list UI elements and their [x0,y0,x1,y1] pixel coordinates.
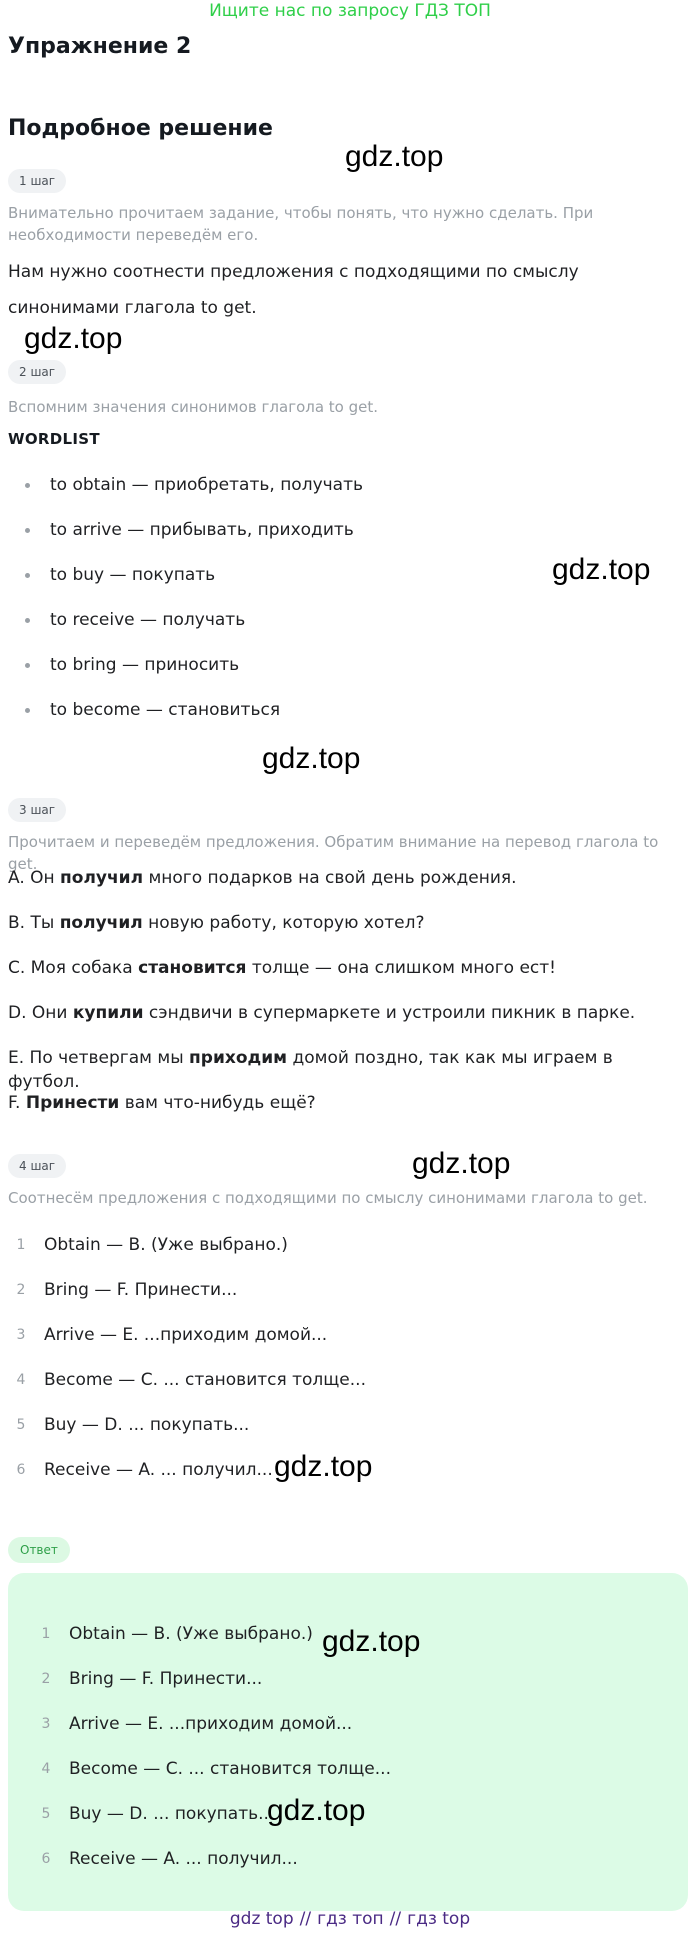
sentence-b: B. Ты получил новую работу, которую хотел? [8,913,425,933]
wordlist-entry: to become — становиться [50,700,281,720]
list-item [8,473,668,518]
step-badge-3: 3 шаг [8,798,66,822]
match-text: Arrive — E. ...приходим домой... [44,1325,328,1345]
step-badge-1: 1 шаг [8,169,66,193]
item-number: 3 [16,1327,26,1343]
highlighted-verb: получил [59,913,143,933]
list-item [8,1278,648,1323]
wordlist-entry: to bring — приносить [50,655,240,675]
list-item [33,1847,673,1892]
highlighted-verb: Принести [25,1093,120,1113]
item-number: 2 [41,1671,51,1687]
step-3-hint: Прочитаем и переведём предложения. Обратим внимание на перевод глагола to get. [8,833,659,873]
wordlist-entry: to arrive — прибывать, приходить [50,520,354,540]
bullet-icon [25,528,30,533]
match-text: Buy — D. ... покупать... [44,1415,250,1435]
watermark: gdz.top [552,553,651,586]
footer-link-1[interactable]: gdz top [229,1909,294,1929]
footer-links [0,1907,700,1931]
item-number: 6 [16,1462,26,1478]
bullet-icon [25,573,30,578]
step-1-hint: Внимательно прочитаем задание, чтобы понять, что нужно сделать. При необходимости переведём его. [8,204,594,244]
sentence-e: E. По четвергам мы приходим домой поздно, так как мы играем в футбол. [8,1048,613,1092]
bullet-icon [25,708,30,713]
item-number: 3 [41,1716,51,1732]
highlighted-verb: приходим [189,1048,288,1068]
highlighted-verb: получил [60,868,144,888]
list-item [33,1667,673,1712]
item-number: 4 [16,1372,26,1388]
watermark: gdz.top [267,1794,366,1827]
wordlist-entry: to receive — получать [50,610,246,630]
item-number: 5 [16,1417,26,1433]
footer-separator: // [299,1909,312,1929]
wordlist [8,473,668,743]
match-text: Obtain — B. (Уже выбрано.) [44,1235,288,1255]
highlighted-verb: купили [72,1003,144,1023]
bullet-icon [25,663,30,668]
step-4-hint: Соотнесём предложения с подходящими по смыслу синонимами глагола to get. [8,1189,648,1207]
footer-separator: // [389,1909,402,1929]
wordlist-title: WORDLIST [8,430,100,448]
list-item [33,1712,673,1757]
item-number: 4 [41,1761,51,1777]
watermark: gdz.top [412,1147,511,1180]
answer-text: Buy — D. ... покупать... [69,1804,275,1824]
answer-text: Receive — A. ... получил... [69,1849,298,1869]
watermark: gdz.top [274,1450,373,1483]
list-item [8,1323,648,1368]
item-number: 5 [41,1806,51,1822]
list-item [8,1233,648,1278]
footer-link-3[interactable]: гдз top [407,1909,471,1929]
item-number: 6 [41,1851,51,1867]
sentence-f: F. Принести вам что-нибудь ещё? [8,1093,316,1113]
sentence-list [8,866,688,1136]
answer-text: Become — C. ... становится толще... [69,1759,391,1779]
solution-title: Подробное решение [8,116,273,141]
list-item [8,1368,648,1413]
match-text: Bring — F. Принести... [44,1280,238,1300]
step-badge-4: 4 шаг [8,1154,66,1178]
sentence-c: C. Моя собака становится толще — она слишком много ест! [8,958,556,978]
watermark: gdz.top [262,742,361,775]
highlighted-verb: становится [138,958,247,978]
match-text: Become — C. ... становится толще... [44,1370,366,1390]
list-item [8,653,668,698]
answer-text: Arrive — E. ...приходим домой... [69,1714,353,1734]
item-number: 1 [16,1237,26,1253]
exercise-title: Упражнение 2 [8,34,192,59]
list-item [8,698,668,743]
answer-list [33,1622,673,1892]
answer-text: Bring — F. Принести... [69,1669,263,1689]
bullet-icon [25,483,30,488]
answer-badge: Ответ [8,1537,70,1563]
step-2-hint: Вспомним значения синонимов глагола to get. [8,398,379,416]
sentence-a: A. Он получил много подарков на свой день рождения. [8,868,517,888]
wordlist-entry: to obtain — приобретать, получать [50,475,364,495]
wordlist-entry: to buy — покупать [50,565,216,585]
match-text: Receive — A. ... получил... [44,1460,273,1480]
search-banner[interactable]: Ищите нас по запросу ГДЗ ТОП [209,1,491,21]
sentence-d: D. Они купили сэндвичи в супермаркете и устроили пикник в парке. [8,1003,636,1023]
step-1-text: Нам нужно соотнести предложения с подходящими по смыслу синонимами глагола to get. [8,262,579,318]
watermark: gdz.top [24,322,123,355]
item-number: 2 [16,1282,26,1298]
watermark: gdz.top [345,140,444,173]
answer-text: Obtain — B. (Уже выбрано.) [69,1624,313,1644]
footer-link-2[interactable]: гдз топ [317,1909,384,1929]
watermark: gdz.top [322,1625,421,1658]
bullet-icon [25,618,30,623]
step-badge-2: 2 шаг [8,360,66,384]
item-number: 1 [41,1626,51,1642]
list-item [8,608,668,653]
